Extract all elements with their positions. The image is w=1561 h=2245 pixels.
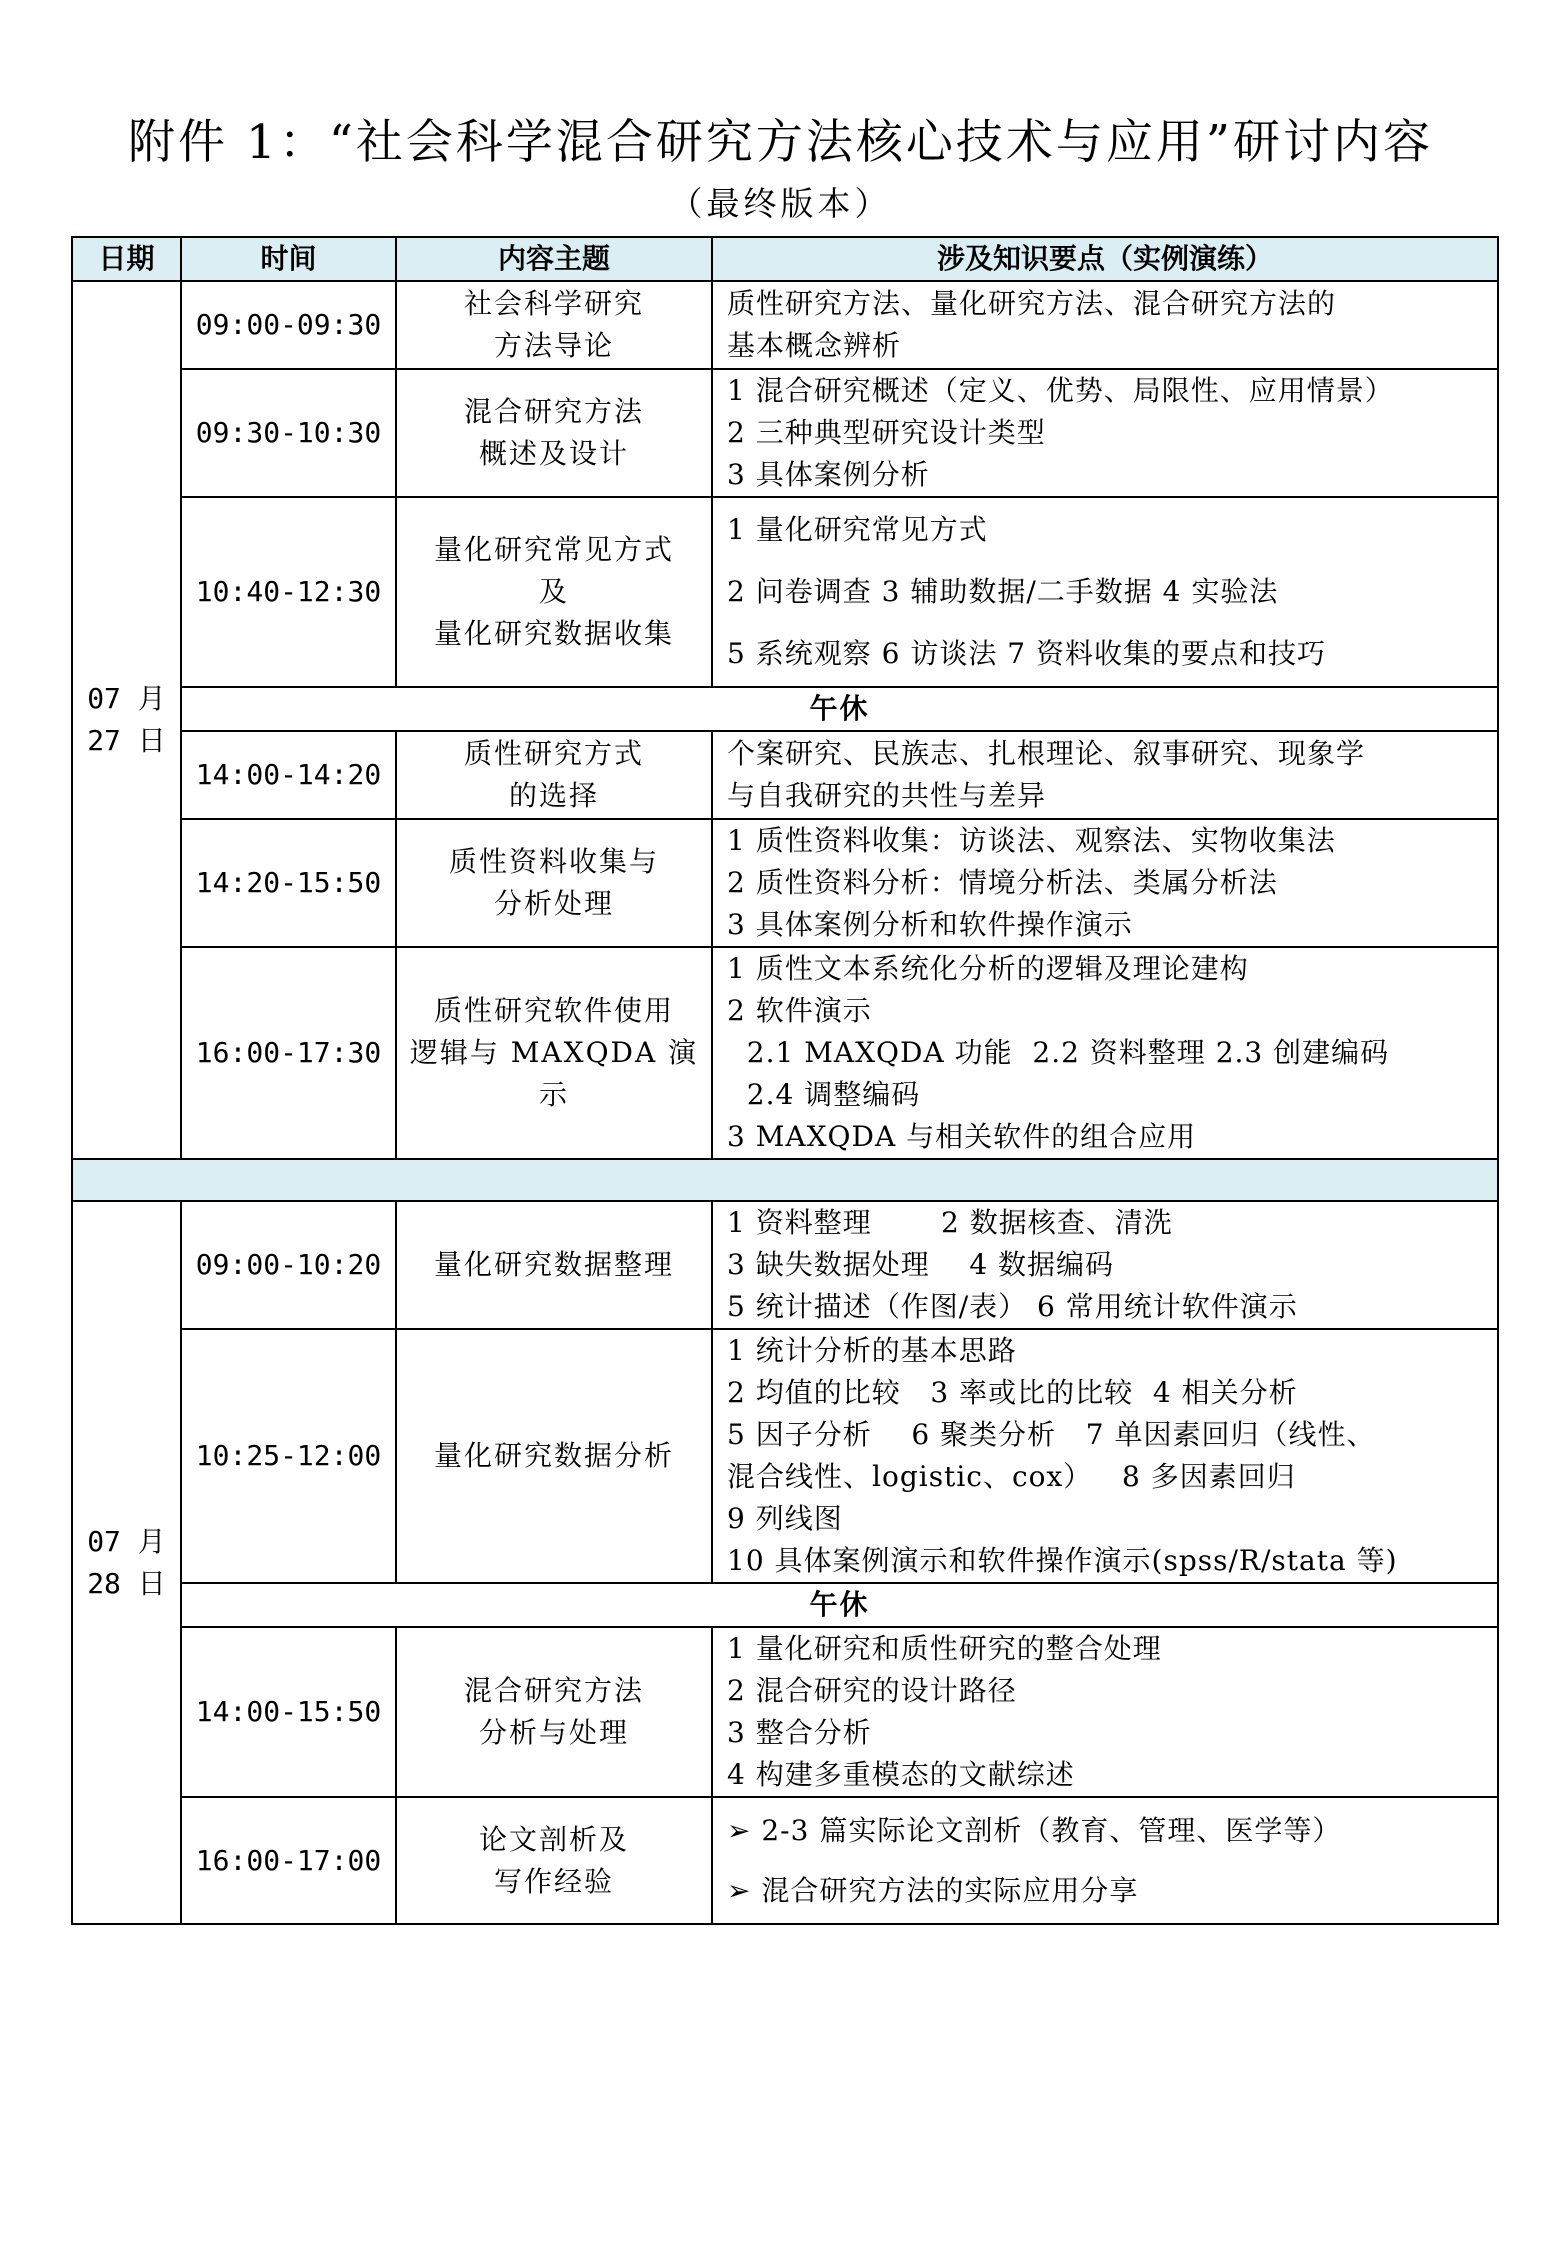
point-line: 1 量化研究和质性研究的整合处理	[727, 1632, 1162, 1665]
topic-cell	[396, 369, 712, 497]
point-line: 3 MAXQDA 与相关软件的组合应用	[727, 1120, 1197, 1153]
document-subtitle: （最终版本）	[669, 184, 892, 223]
point-line: 1 质性资料收集：访谈法、观察法、实物收集法	[727, 824, 1336, 857]
topic-cell	[396, 281, 712, 369]
point-line: 2 混合研究的设计路径	[727, 1674, 1017, 1707]
points-cell	[712, 1201, 1498, 1329]
points-cell	[712, 369, 1498, 497]
topic-line: 逻辑与 MAXQDA 演示	[409, 1036, 699, 1111]
point-line: 质性研究方法、量化研究方法、混合研究方法的	[727, 287, 1337, 320]
topic-line: 分析处理	[493, 887, 614, 920]
point-line: 3 整合分析	[727, 1716, 872, 1749]
table-row	[72, 819, 1498, 947]
time-cell: 14:20-15:50	[181, 819, 396, 947]
topic-cell	[396, 819, 712, 947]
time-cell: 14:00-15:50	[181, 1627, 396, 1797]
date-day: 28 日	[87, 1566, 166, 1600]
topic-line: 量化研究常见方式	[433, 533, 674, 566]
point-line: 1 量化研究常见方式	[727, 513, 988, 546]
date-day: 27 日	[87, 724, 166, 757]
points-cell	[712, 819, 1498, 947]
point-line: 3 缺失数据处理 4 数据编码	[727, 1248, 1115, 1281]
time-cell: 09:00-10:20	[181, 1201, 396, 1329]
point-line: 4 构建多重模态的文献综述	[727, 1758, 1075, 1791]
lunch-break: 午休	[181, 1583, 1498, 1627]
lunch-row	[72, 687, 1498, 731]
points-cell	[712, 1797, 1498, 1924]
point-line: 基本概念辨析	[727, 329, 902, 362]
topic-line: 量化研究数据分析	[433, 1439, 674, 1472]
point-line: 2 软件演示	[727, 994, 872, 1027]
header-row	[72, 237, 1498, 281]
topic-cell	[396, 947, 712, 1159]
schedule-table	[71, 236, 1499, 1925]
day-separator-row	[72, 1159, 1498, 1201]
topic-line: 的选择	[508, 779, 599, 812]
topic-cell	[396, 1797, 712, 1924]
point-line: 3 具体案例分析	[727, 458, 930, 491]
day-separator	[72, 1159, 1498, 1201]
date-month: 07 月	[87, 1524, 166, 1558]
lunch-row	[72, 1583, 1498, 1627]
point-line: 2 均值的比较 3 率或比的比较 4 相关分析	[727, 1376, 1298, 1409]
point-line: 5 统计描述（作图/表） 6 常用统计软件演示	[727, 1290, 1298, 1323]
points-cell	[712, 1329, 1498, 1583]
topic-cell	[396, 1329, 712, 1583]
date-month: 07 月	[87, 682, 166, 715]
point-line: 5 系统观察 6 访谈法 7 资料收集的要点和技巧	[727, 637, 1326, 670]
topic-line: 质性资料收集与	[448, 845, 659, 878]
topic-cell	[396, 731, 712, 819]
point-line: 9 列线图	[727, 1502, 843, 1535]
lunch-break: 午休	[181, 687, 1498, 731]
points-cell	[712, 497, 1498, 687]
topic-cell	[396, 497, 712, 687]
point-line: ➢ 2-3 篇实际论文剖析（教育、管理、医学等）	[727, 1813, 1342, 1847]
topic-cell	[396, 1627, 712, 1797]
table-row	[72, 281, 1498, 369]
header-topic: 内容主题	[396, 237, 712, 281]
point-line: 1 混合研究概述（定义、优势、局限性、应用情景）	[727, 374, 1394, 407]
time-cell: 10:25-12:00	[181, 1329, 396, 1583]
table-row	[72, 1329, 1498, 1583]
points-cell	[712, 1627, 1498, 1797]
topic-line: 质性研究方式	[463, 737, 644, 770]
time-cell: 09:30-10:30	[181, 369, 396, 497]
time-cell: 10:40-12:30	[181, 497, 396, 687]
point-line: 1 质性文本系统化分析的逻辑及理论建构	[727, 952, 1249, 985]
header-points: 涉及知识要点（实例演练）	[712, 237, 1498, 281]
topic-cell	[396, 1201, 712, 1329]
time-cell: 16:00-17:00	[181, 1797, 396, 1924]
point-line: 混合线性、logistic、cox） 8 多因素回归	[727, 1460, 1296, 1493]
topic-line: 分析与处理	[478, 1716, 629, 1749]
topic-line: 量化研究数据收集	[433, 617, 674, 650]
table-row	[72, 497, 1498, 687]
table-row	[72, 1797, 1498, 1924]
time-cell: 16:00-17:30	[181, 947, 396, 1159]
topic-line: 及	[538, 575, 569, 608]
point-line: 10 具体案例演示和软件操作演示(spss/R/stata 等)	[727, 1544, 1398, 1577]
point-line: 2 三种典型研究设计类型	[727, 416, 1046, 449]
topic-line: 方法导论	[493, 329, 614, 362]
points-cell	[712, 947, 1498, 1159]
header-date: 日期	[72, 237, 181, 281]
table-row	[72, 947, 1498, 1159]
point-line: 个案研究、民族志、扎根理论、叙事研究、现象学	[727, 737, 1366, 770]
point-line: 5 因子分析 6 聚类分析 7 单因素回归（线性、	[727, 1418, 1376, 1451]
table-row	[72, 1627, 1498, 1797]
point-line: 1 资料整理 2 数据核查、清洗	[727, 1206, 1173, 1239]
topic-line: 混合研究方法	[463, 1674, 644, 1707]
topic-line: 量化研究数据整理	[433, 1248, 674, 1281]
date-cell-day2	[72, 1201, 181, 1924]
point-line: ➢ 混合研究方法的实际应用分享	[727, 1873, 1139, 1907]
table-row	[72, 1201, 1498, 1329]
points-cell	[712, 281, 1498, 369]
table-row	[72, 369, 1498, 497]
date-cell-day1	[72, 281, 181, 1159]
topic-line: 社会科学研究	[463, 287, 644, 320]
document-title: 附件 1：“社会科学混合研究方法核心技术与应用”研讨内容	[128, 115, 1433, 170]
topic-line: 概述及设计	[478, 437, 629, 470]
topic-line: 论文剖析及	[478, 1822, 629, 1856]
points-cell	[712, 731, 1498, 819]
point-line: 与自我研究的共性与差异	[727, 779, 1047, 812]
header-time: 时间	[181, 237, 396, 281]
topic-line: 写作经验	[493, 1864, 614, 1898]
point-line: 2 问卷调查 3 辅助数据/二手数据 4 实验法	[727, 575, 1279, 608]
topic-line: 质性研究软件使用	[433, 994, 674, 1027]
point-line: 2 质性资料分析：情境分析法、类属分析法	[727, 866, 1278, 899]
point-line: 2.1 MAXQDA 功能 2.2 资料整理 2.3 创建编码	[727, 1036, 1390, 1069]
table-row	[72, 731, 1498, 819]
point-line: 2.4 调整编码	[727, 1078, 921, 1111]
time-cell: 14:00-14:20	[181, 731, 396, 819]
topic-line: 混合研究方法	[463, 395, 644, 428]
point-line: 3 具体案例分析和软件操作演示	[727, 908, 1133, 941]
point-line: 1 统计分析的基本思路	[727, 1334, 1017, 1367]
time-cell: 09:00-09:30	[181, 281, 396, 369]
